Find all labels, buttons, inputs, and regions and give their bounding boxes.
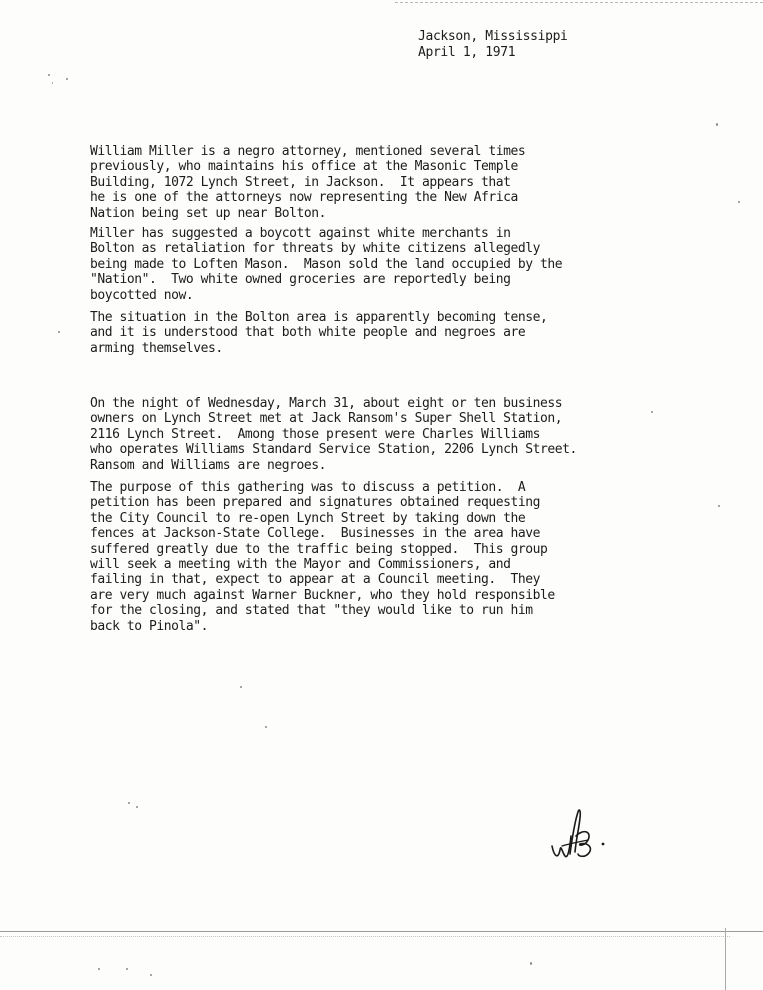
paragraph-line: arming themselves. [90,340,223,356]
dateline-location: Jackson, Mississippi [418,29,568,44]
scan-speck [651,411,653,413]
paragraph-line: owners on Lynch Street met at Jack Ransom's Super Shell Station, [90,411,563,427]
scan-speck [136,806,138,808]
scan-speck [265,726,267,728]
paragraph-line: suffered greatly due to the traffic being stopped. This group [90,541,548,557]
scan-speck [738,201,740,203]
paragraph-line: Bolton as retaliation for threats by white citizens allegedly [90,241,540,257]
scan-speck [126,968,128,970]
paragraph-line: and it is understood that both white people and negroes are [90,325,526,341]
scan-speck [128,802,130,804]
scan-speck [66,78,68,80]
paragraph-line: William Miller is a negro attorney, mentioned several times [90,144,526,159]
scan-speck [718,505,720,507]
scan-speck [240,686,242,688]
paragraph-line: back to Pinola". [90,618,209,634]
paragraph-line: The purpose of this gathering was to discuss a petition. A [90,480,526,495]
paragraph-line: for the closing, and stated that "they would like to run him [90,603,533,619]
handwritten-initials-signature [548,806,618,862]
paragraph-line: The situation in the Bolton area is apparently becoming tense, [90,310,548,325]
paragraph-line: will seek a meeting with the Mayor and Commissioners, and [90,557,511,573]
paragraph-line: Building, 1072 Lynch Street, in Jackson. It appears that [90,174,511,190]
paragraph-line: petition has been prepared and signatures obtained requesting [90,495,540,511]
scan-speck [150,974,152,976]
paragraph-line: Nation being set up near Bolton. [90,205,327,221]
bottom-edge-dots [0,936,730,937]
paragraph-line: who operates Williams Standard Service Station, 2206 Lynch Street. [90,442,577,458]
right-edge-rule [725,928,726,990]
scan-speck [716,123,718,126]
paragraph-boycott [90,226,562,303]
dateline-date: April 1, 1971 [418,45,516,60]
scan-speck [48,74,50,76]
paragraph-line: previously, who maintains his office at the Masonic Temple [90,159,518,175]
top-edge-dashes [395,2,763,3]
paragraph-line: boycotted now. [90,287,194,303]
paragraph-petition [90,480,555,634]
paragraph-line: Miller has suggested a boycott against white merchants in [90,226,511,241]
paragraph-line: the City Council to re-open Lynch Street by taking down the [90,510,526,526]
paragraph-william-miller [90,144,525,221]
paragraph-line: being made to Loften Mason. Mason sold the land occupied by the [90,256,563,272]
scan-speck [530,962,532,965]
bottom-edge-rule [0,931,763,932]
paragraph-line: On the night of Wednesday, March 31, about eight or ten business [90,396,563,411]
paragraph-line: fences at Jackson-State College. Businesses in the area have [90,526,540,542]
paragraph-line: he is one of the attorneys now representing the New Africa [90,190,518,206]
scan-speck [52,82,53,84]
paragraph-line: Ransom and Williams are negroes. [90,457,327,473]
paragraph-line: failing in that, expect to appear at a Council meeting. They [90,572,540,588]
paragraph-line: are very much against Warner Buckner, who they hold responsible [90,587,555,603]
scan-speck [98,968,100,970]
paragraph-line: "Nation". Two white owned groceries are reportedly being [90,272,511,288]
paragraph-lynch-street-meeting [90,396,577,473]
paragraph-bolton-situation [90,310,547,356]
paragraph-line: 2116 Lynch Street. Among those present were Charles Williams [90,426,540,442]
dateline [418,29,568,61]
scan-speck [58,331,60,333]
